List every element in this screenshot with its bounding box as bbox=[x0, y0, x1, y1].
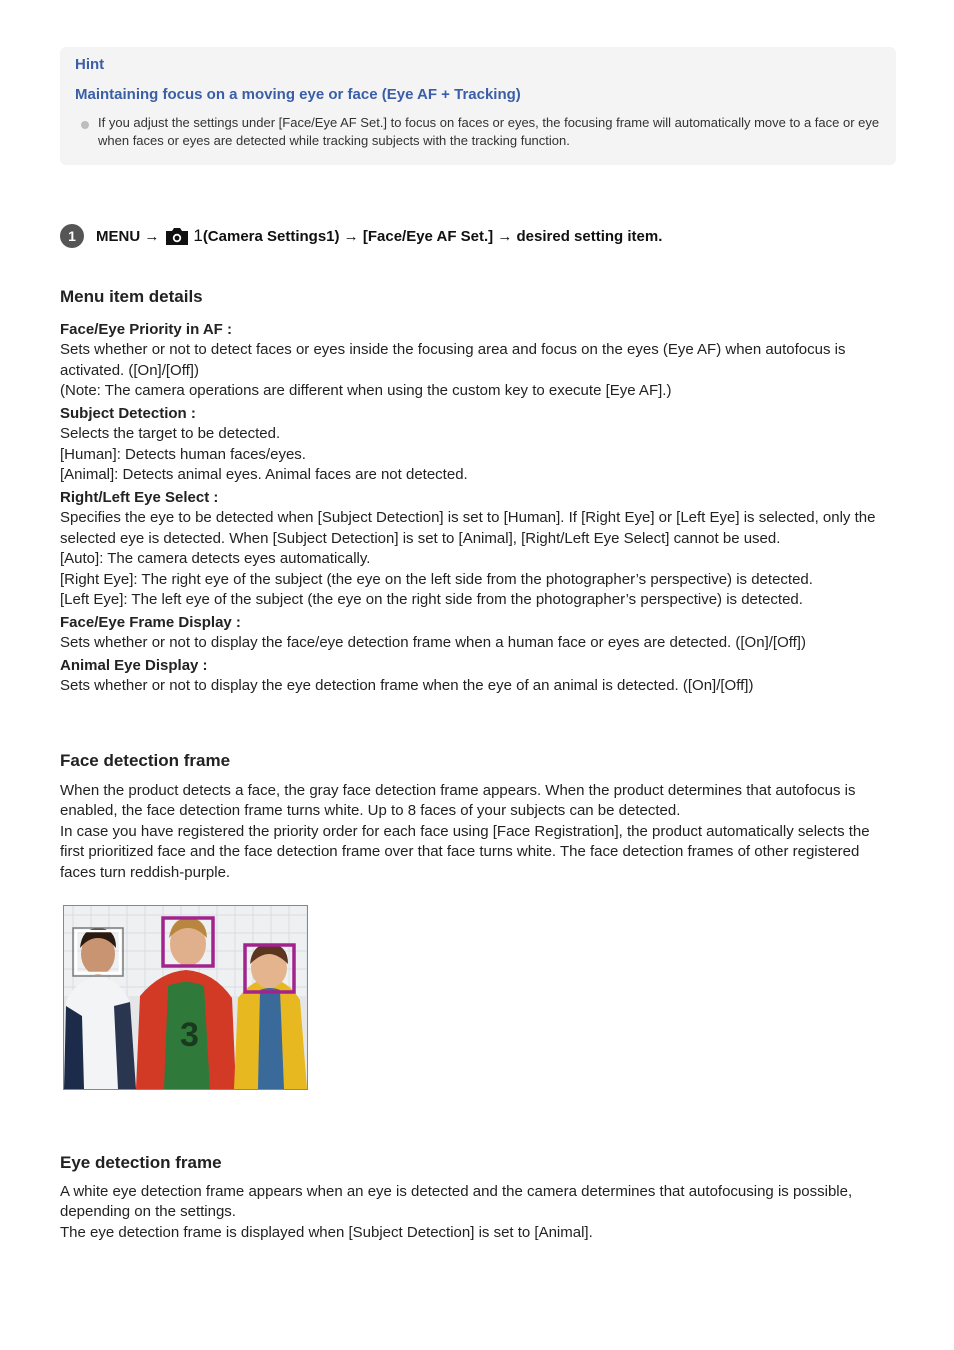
paragraph: A white eye detection frame appears when an eye is detected and the camera determines that autofocusing is possible, depending on the settings. bbox=[60, 1182, 853, 1220]
desc-line: (Note: The camera operations are different when using the custom key to execute [Eye AF].) bbox=[60, 382, 672, 399]
desc-line: [Human]: Detects human faces/eyes. bbox=[60, 445, 306, 463]
bullet-icon bbox=[81, 121, 89, 129]
camera-settings-index: 1 bbox=[193, 226, 203, 245]
face-detection-title: Face detection frame bbox=[60, 751, 231, 770]
menu-item-details-title: Menu item details bbox=[60, 287, 203, 306]
term-animal-eye-display: Animal Eye Display : bbox=[60, 656, 208, 674]
step-path: (Camera Settings1) → [Face/Eye AF Set.] → desired setting item. bbox=[202, 228, 663, 245]
face-detection-section bbox=[60, 751, 896, 883]
term-right-left-eye-select: Right/Left Eye Select : bbox=[60, 488, 219, 506]
step-instruction bbox=[96, 226, 662, 250]
term-face-eye-frame-display: Face/Eye Frame Display : bbox=[60, 613, 241, 631]
hint-text: If you adjust the settings under [Face/Eye AF Set.] to focus on faces or eyes, the focusing frame will automatically move to a face or eye when faces or eyes are detected while tracking subjects with the tracking function. bbox=[98, 115, 880, 148]
face-detection-example-image bbox=[63, 905, 308, 1090]
step-number-badge: 1 bbox=[60, 224, 84, 248]
camera-settings-icon bbox=[165, 226, 191, 250]
eye-detection-section bbox=[60, 1153, 896, 1243]
hint-title: Hint bbox=[75, 56, 105, 73]
menu-item-details-section bbox=[60, 287, 896, 697]
svg-text:3: 3 bbox=[180, 1016, 199, 1054]
term-subject-detection: Subject Detection : bbox=[60, 404, 196, 422]
desc-line: [Left Eye]: The left eye of the subject (the eye on the right side from the photographer’s perspective) is detected. bbox=[60, 591, 803, 608]
eye-detection-title: Eye detection frame bbox=[60, 1153, 222, 1172]
hint-heading: Maintaining focus on a moving eye or face (Eye AF + Tracking) bbox=[75, 86, 521, 103]
term-face-eye-priority: Face/Eye Priority in AF : bbox=[60, 320, 232, 338]
paragraph: In case you have registered the priority order for each face using [Face Registration], the product automatically selects the first prioritized face and the face detection frame over that face turns white. The face detection frames of other registered faces turn reddish-purple. bbox=[60, 822, 870, 881]
desc-line: Selects the target to be detected. bbox=[60, 425, 281, 442]
paragraph: The eye detection frame is displayed when [Subject Detection] is set to [Animal]. bbox=[60, 1223, 593, 1241]
desc-line: Specifies the eye to be detected when [Subject Detection] is set to [Human]. If [Right Eye] or [Left Eye] is selected, only the selected eye is detected. When [Subject Detection] is set to [Animal], [Right/Left Eye Select] cannot be used. bbox=[60, 509, 876, 547]
desc-line: Sets whether or not to detect faces or eyes inside the focusing area and focus on the eyes (Eye AF) when autofocus is activated. ([On]/[Off]) bbox=[60, 341, 846, 379]
desc-line: [Right Eye]: The right eye of the subject (the eye on the left side from the photographer’s perspective) is detected. bbox=[60, 570, 813, 588]
desc-line: [Animal]: Detects animal eyes. Animal faces are not detected. bbox=[60, 466, 468, 483]
desc-line: Sets whether or not to display the face/eye detection frame when a human face or eyes are detected. ([On]/[Off]) bbox=[60, 634, 806, 651]
paragraph: When the product detects a face, the gray face detection frame appears. When the product determines that autofocus is enabled, the face detection frame turns white. Up to 8 faces of your subjects can be detected. bbox=[60, 781, 856, 819]
desc-line: Sets whether or not to display the eye detection frame when the eye of an animal is detected. ([On]/[Off]) bbox=[60, 677, 754, 694]
menu-label: MENU → bbox=[96, 228, 160, 245]
desc-line: [Auto]: The camera detects eyes automatically. bbox=[60, 550, 371, 567]
